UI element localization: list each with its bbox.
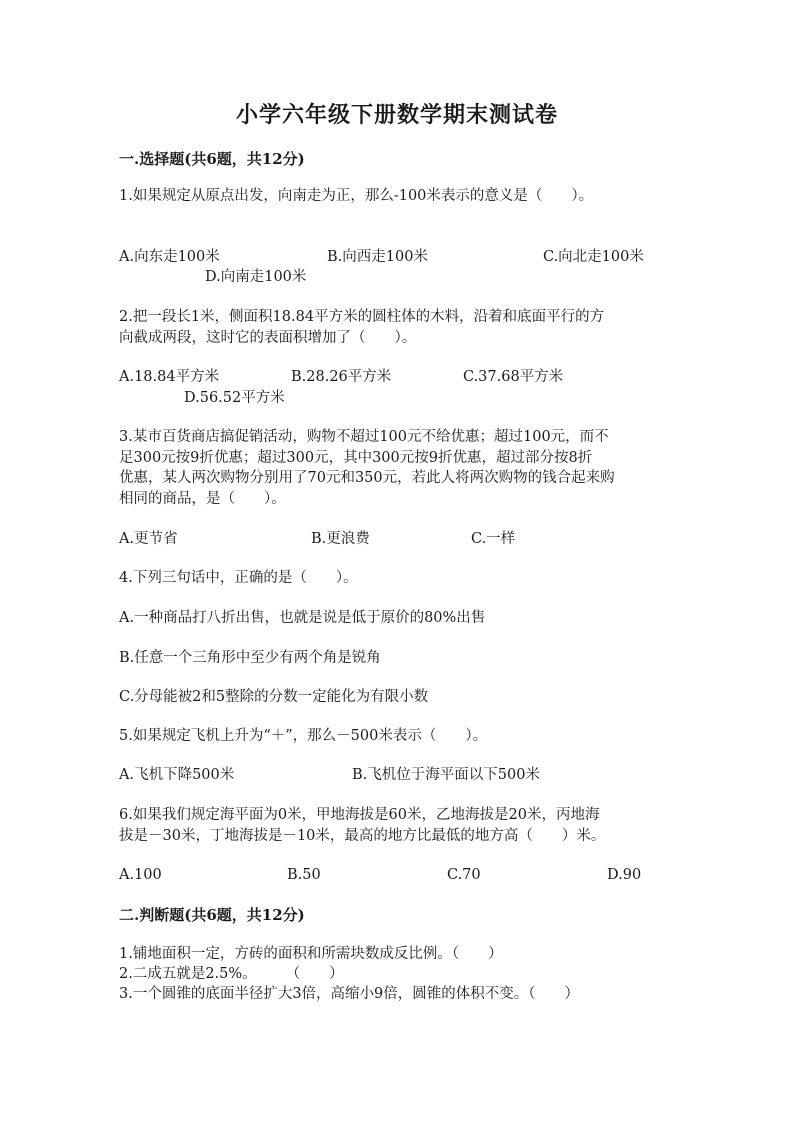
question-2 — [119, 307, 679, 348]
q2-option-d: D.56.52平方米 — [184, 390, 285, 406]
q6-option-a: A.100 — [119, 867, 162, 883]
question-5: 5.如果规定飞机上升为“＋”，那么－500米表示（ ）。 — [119, 728, 488, 744]
question-3-line-3: 优惠，某人两次购物分别用了70元和350元，若此人将两次购物的钱合起来购 — [119, 470, 615, 486]
q4-option-c: C.分母能被2和5整除的分数一定能化为有限小数 — [119, 689, 429, 705]
judgement-item-2: 2.二成五就是2.5%。 （ ） — [119, 966, 344, 982]
question-1: 1.如果规定从原点出发，向南走为正，那么-100米表示的意义是（ ）。 — [119, 188, 594, 204]
question-3-line-4: 相同的商品，是（ ）。 — [119, 490, 286, 507]
question-6 — [119, 805, 679, 846]
q6-option-b: B.50 — [287, 867, 321, 883]
q1-option-b: B.向西走100米 — [327, 249, 428, 265]
q1-option-c: C.向北走100米 — [543, 249, 644, 265]
question-2-line-1: 2.把一段长1米，侧面积18.84平方米的圆柱体的木料，沿着和底面平行的方 — [119, 309, 605, 325]
q1-option-a: A.向东走100米 — [119, 249, 220, 265]
question-3-line-1: 3.某市百货商店搞促销活动，购物不超过100元不给优惠；超过100元，而不 — [119, 429, 609, 445]
section-heading-choice: 一.选择题(共6题，共12分) — [119, 150, 305, 168]
q2-option-c: C.37.68平方米 — [463, 369, 564, 385]
q6-option-c: C.70 — [447, 867, 481, 883]
judgement-item-3: 3.一个圆锥的底面半径扩大3倍，高缩小9倍，圆锥的体积不变。（ ） — [119, 986, 580, 1002]
question-3-line-2: 足300元按9折优惠；超过300元，其中300元按9折优惠，超过部分按8折 — [119, 449, 593, 466]
q3-option-b: B.更浪费 — [311, 531, 370, 547]
q2-option-b: B.28.26平方米 — [291, 369, 392, 385]
q1-option-d: D.向南走100米 — [205, 269, 307, 285]
question-3 — [119, 427, 679, 509]
q3-option-c: C.一样 — [471, 531, 516, 547]
judgement-item-1: 1.铺地面积一定，方砖的面积和所需块数成反比例。（ ） — [119, 946, 503, 962]
question-4: 4.下列三句话中，正确的是（ ）。 — [119, 570, 358, 586]
q5-option-b: B.飞机位于海平面以下500米 — [352, 767, 540, 783]
section-heading-judgement: 二.判断题(共6题，共12分) — [119, 906, 305, 924]
q5-option-a: A.飞机下降500米 — [119, 767, 235, 783]
q4-option-b: B.任意一个三角形中至少有两个角是锐角 — [119, 650, 381, 666]
q6-option-d: D.90 — [607, 867, 642, 883]
question-6-line-1: 6.如果我们规定海平面为0米，甲地海拔是60米，乙地海拔是20米，丙地海 — [119, 807, 600, 823]
q3-option-a: A.更节省 — [119, 531, 178, 547]
q4-option-a: A.一种商品打八折出售，也就是说是低于原价的80%出售 — [119, 610, 486, 626]
q2-option-a: A.18.84平方米 — [119, 369, 220, 385]
page-title: 小学六年级下册数学期末测试卷 — [235, 102, 558, 128]
question-6-line-2: 拔是－30米，丁地海拔是－10米，最高的地方比最低的地方高（ ）米。 — [119, 827, 606, 844]
question-2-line-2: 向截成两段，这时它的表面积增加了（ ）。 — [119, 329, 417, 346]
